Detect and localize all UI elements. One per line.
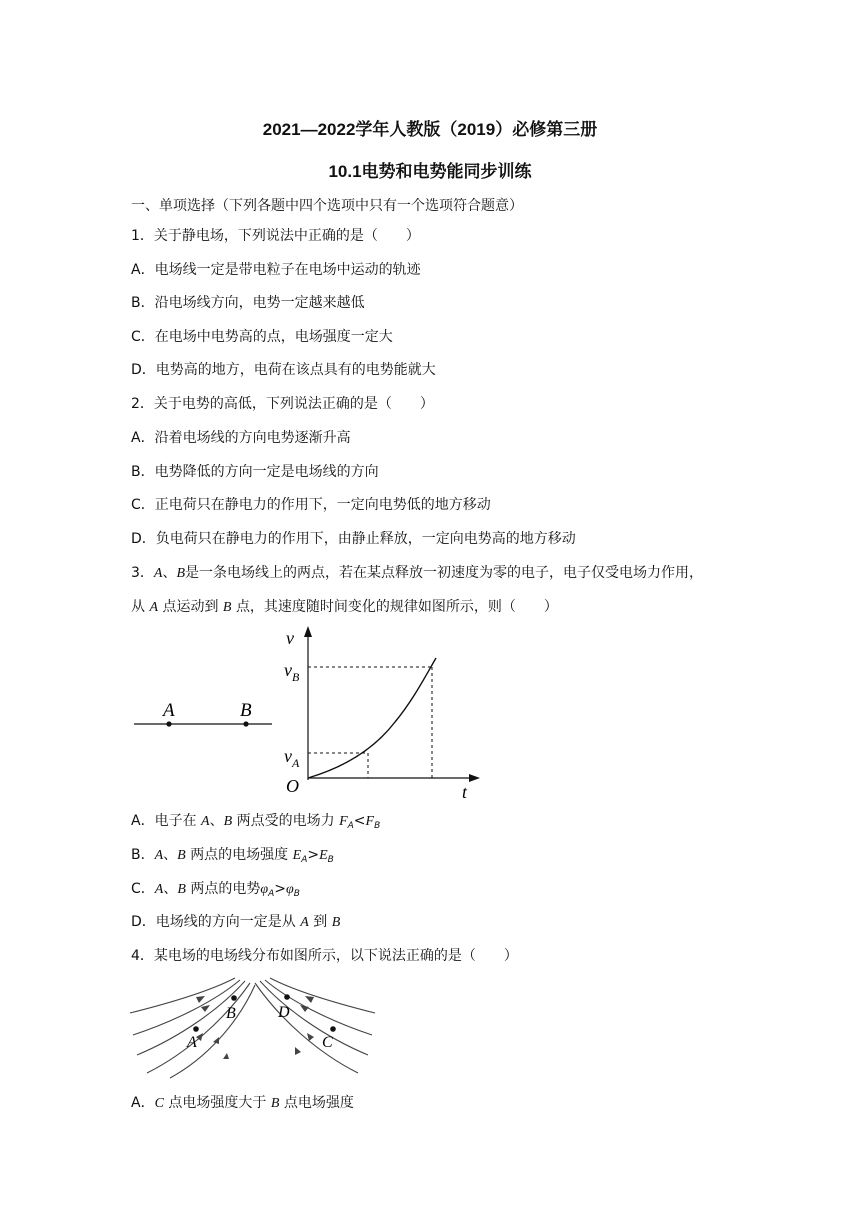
question-2-option-d: D．负电荷只在静电力的作用下，由静止释放，一定向电势高的地方移动 — [131, 531, 576, 547]
document-title: 2021—2022学年人教版（2019）必修第三册 — [262, 120, 598, 139]
question-4-stem: 4．某电场的电场线分布如图所示，以下说法正确的是（ ） — [131, 948, 518, 964]
point-d-label: D — [278, 1004, 290, 1021]
point-a-label: A — [163, 700, 175, 721]
question-3-stem-line1: 3．A、B是一条电场线上的两点，若在某点释放一初速度为零的电子，电子仅受电场力作用， — [131, 565, 704, 581]
question-4-figure — [125, 975, 385, 1080]
question-2-option-c: C．正电荷只在静电力的作用下，一定向电势低的地方移动 — [131, 497, 491, 513]
section-heading: 一、单项选择（下列各题中四个选项中只有一个选项符合题意） — [131, 198, 523, 214]
document-subtitle: 10.1电势和电势能同步训练 — [328, 162, 532, 181]
question-3-option-b: B．A、B 两点的电场强度 $E_A>E_B$ — [131, 847, 334, 865]
point-b-label: B — [240, 700, 252, 721]
question-3-figure — [120, 622, 490, 802]
point-a-dot — [193, 1026, 199, 1032]
question-1-option-c: C．在电场中电势高的点，电场强度一定大 — [131, 329, 393, 345]
question-2-stem: 2．关于电势的高低，下列说法正确的是（ ） — [131, 396, 434, 412]
var-a: A — [153, 566, 163, 581]
point-c-dot — [330, 1026, 336, 1032]
question-1-option-d: D．电势高的地方，电荷在该点具有的电势能就大 — [131, 362, 436, 378]
var-b: B — [176, 566, 186, 581]
point-b-dot — [243, 721, 248, 726]
question-3-option-a: A．电子在 A、B 两点受的电场力 $F_A<F_B$ — [131, 813, 381, 831]
va-label: $v_A$ — [284, 746, 300, 770]
question-1-option-b: B．沿电场线方向，电势一定越来越低 — [131, 295, 365, 311]
question-4-option-a: A．C 点电场强度大于 B 点电场强度 — [131, 1095, 354, 1111]
axis-t-label: t — [462, 782, 468, 802]
question-2-option-b: B．电势降低的方向一定是电场线的方向 — [131, 464, 379, 480]
axis-v-label: v — [286, 628, 294, 648]
point-b-dot — [231, 995, 237, 1001]
point-b-label: B — [226, 1005, 236, 1022]
question-3-option-c: C．A、B 两点的电势$\varphi_A>\varphi_B$ — [131, 881, 300, 899]
point-c-label: C — [322, 1034, 333, 1051]
question-2-option-a: A．沿着电场线的方向电势逐渐升高 — [131, 430, 351, 446]
question-1-stem: 1．关于静电场，下列说法中正确的是（ ） — [131, 228, 420, 244]
question-3-stem-line2: 从 A 点运动到 B 点，其速度随时间变化的规律如图所示，则（ ） — [131, 599, 558, 615]
origin-label: O — [286, 776, 299, 796]
point-a-label: A — [187, 1034, 197, 1051]
velocity-curve — [308, 658, 436, 778]
point-a-dot — [166, 721, 171, 726]
vb-label: $v_B$ — [284, 660, 300, 684]
point-d-dot — [284, 994, 290, 1000]
question-1-option-a: A．电场线一定是带电粒子在电场中运动的轨迹 — [131, 262, 421, 278]
question-3-option-d: D．电场线的方向一定是从 A 到 B — [131, 914, 341, 930]
